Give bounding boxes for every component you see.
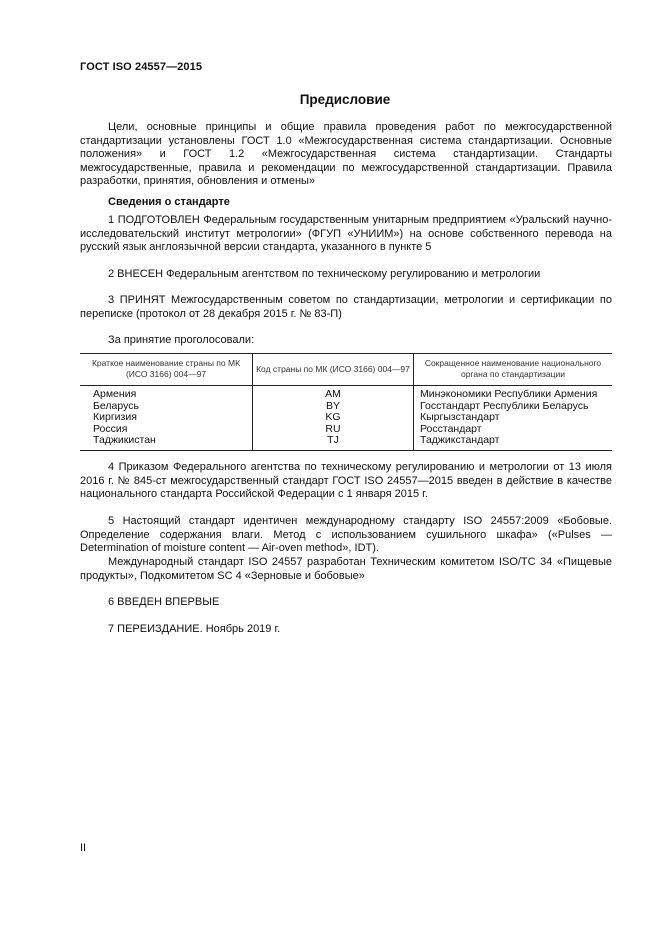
vote-label: За принятие проголосовали: <box>108 334 255 346</box>
item-4-order: 4 Приказом Федерального агентства по техническому регулированию и метрологии от 13 июля 2016 г. № 845-ст межгосударственный стандарт ГОСТ ISO 24557—2015 введен в действие в качестве национального стандарта Российской Федерации с 1 января 2015 г. <box>80 461 612 501</box>
column-header-code: Код страны по МК (ИСО 3166) 004—97 <box>253 354 414 386</box>
item-1-prepared: 1 ПОДГОТОВЛЕН Федеральным государственным унитарным предприятием «Уральский научно-исследовательский институт метрологии» (ФГУП «УНИИМ») на основе собственного перевода на русский язык англоязычной версии стандарта, указанного в пункте 5 <box>80 214 612 254</box>
table-row <box>80 435 612 450</box>
item-5-identity: 5 Настоящий стандарт идентичен международному стандарту ISO 24557:2009 «Бобовые. Определение содержания влаги. Метод с использованием сушильного шкафа» («Pulses — Determination of moisture content — Air-oven method», IDT). <box>80 515 612 555</box>
table-row <box>80 412 612 424</box>
voting-countries-table <box>80 353 612 451</box>
country-name: Таджикистан <box>80 435 253 450</box>
country-code: BY <box>253 401 414 413</box>
standards-body: Госстандарт Республики Беларусь <box>414 401 613 413</box>
item-3-adopted: 3 ПРИНЯТ Межгосударственным советом по стандартизации, метрологии и сертификации по переписке (протокол от 28 декабря 2015 г. № 83-П) <box>80 294 612 320</box>
country-name: Армения <box>93 388 137 400</box>
table-header-row <box>80 354 612 386</box>
document-code-header: ГОСТ ISO 24557—2015 <box>80 61 203 73</box>
standards-body: Минэкономики Республики Армения <box>414 386 613 401</box>
item-2-submitted: 2 ВНЕСЕН Федеральным агентством по техническому регулированию и метрологии <box>108 268 541 280</box>
column-header-body: Сокращенное наименование национального органа по стандартизации <box>414 354 613 386</box>
page-title: Предисловие <box>299 92 391 107</box>
page-number: II <box>80 842 87 854</box>
country-name: Россия <box>93 422 128 435</box>
item-5-developer: Международный стандарт ISO 24557 разработан Техническим комитетом ISO/TC 34 «Пищевые продукты», Подкомитетом SC 4 «Зерновые и бобовые» <box>80 556 612 582</box>
column-header-country: Краткое наименование страны по МК (ИСО 3166) 004—97 <box>80 354 253 386</box>
table-row <box>80 401 612 413</box>
standards-body: Кыргызстандарт <box>414 412 613 424</box>
table-row <box>80 424 612 436</box>
country-code: RU <box>253 424 414 436</box>
about-standard-heading: Сведения о стандарте <box>108 196 230 208</box>
country-name: Беларусь <box>93 399 139 412</box>
country-code: AM <box>253 386 414 401</box>
intro-paragraph: Цели, основные принципы и общие правила проведения работ по межгосударственной стандартизации установлены ГОСТ 1.0 «Межгосударственная система стандартизации. Основные положения» и ГОСТ 1.2 «Межгосударственная система стандартизации. Стандарты межгосударственные, правила и рекомендации по межгосударственной стандартизации. Правила разработки, принятия, обновления и отмены» <box>80 121 612 188</box>
item-6-introduced: 6 ВВЕДЕН ВПЕРВЫЕ <box>108 596 220 608</box>
standards-body: Таджикстандарт <box>414 435 613 450</box>
item-7-reissue: 7 ПЕРЕИЗДАНИЕ. Ноябрь 2019 г. <box>108 623 281 635</box>
country-code: TJ <box>253 435 414 450</box>
table-row <box>80 386 612 401</box>
standards-body: Росстандарт <box>414 424 613 436</box>
country-code: KG <box>253 412 414 424</box>
country-name: Киргизия <box>93 411 137 424</box>
